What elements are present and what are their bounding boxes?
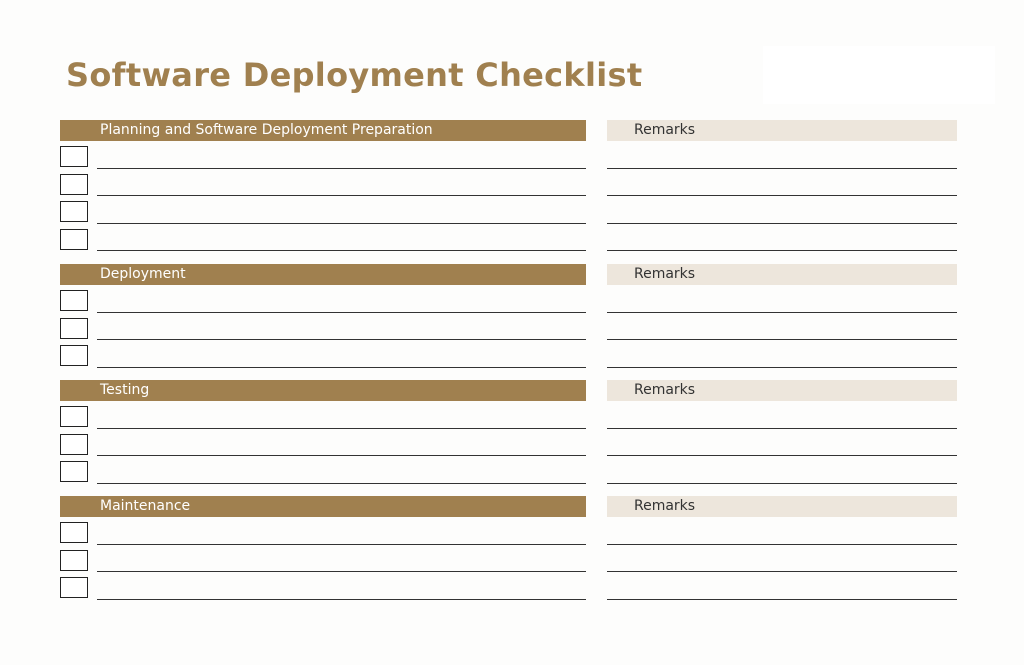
checkbox[interactable] xyxy=(60,550,88,571)
task-row xyxy=(60,169,586,197)
remarks-column xyxy=(607,380,957,484)
remark-input-line[interactable] xyxy=(607,483,957,484)
logo-placeholder xyxy=(763,46,995,104)
remarks-column xyxy=(607,496,957,600)
remark-row xyxy=(607,456,957,484)
task-column xyxy=(60,120,586,251)
checkbox[interactable] xyxy=(60,577,88,598)
task-row xyxy=(60,313,586,341)
task-row xyxy=(60,340,586,368)
remarks-column xyxy=(607,120,957,251)
task-row xyxy=(60,572,586,600)
remarks-header: Remarks xyxy=(607,120,957,141)
checkbox[interactable] xyxy=(60,290,88,311)
task-column xyxy=(60,496,586,600)
task-row xyxy=(60,196,586,224)
remarks-header: Remarks xyxy=(607,380,957,401)
task-column xyxy=(60,380,586,484)
remark-row xyxy=(607,401,957,429)
task-row xyxy=(60,456,586,484)
remark-row xyxy=(607,429,957,457)
task-row xyxy=(60,224,586,252)
task-row xyxy=(60,429,586,457)
task-input-line[interactable] xyxy=(97,599,586,600)
remark-row xyxy=(607,169,957,197)
task-input-line[interactable] xyxy=(97,250,586,251)
task-input-line[interactable] xyxy=(97,483,586,484)
checkbox[interactable] xyxy=(60,146,88,167)
remark-input-line[interactable] xyxy=(607,250,957,251)
checkbox[interactable] xyxy=(60,434,88,455)
task-row xyxy=(60,141,586,169)
task-row xyxy=(60,401,586,429)
checkbox[interactable] xyxy=(60,522,88,543)
remarks-header: Remarks xyxy=(607,496,957,517)
remark-row xyxy=(607,572,957,600)
remarks-header: Remarks xyxy=(607,264,957,285)
task-row xyxy=(60,285,586,313)
task-row xyxy=(60,517,586,545)
checkbox[interactable] xyxy=(60,318,88,339)
remarks-column xyxy=(607,264,957,368)
section-header: Planning and Software Deployment Preparation xyxy=(60,120,586,141)
remark-input-line[interactable] xyxy=(607,367,957,368)
remark-row xyxy=(607,141,957,169)
remark-row xyxy=(607,196,957,224)
checkbox[interactable] xyxy=(60,201,88,222)
remark-row xyxy=(607,313,957,341)
remark-row xyxy=(607,517,957,545)
checkbox[interactable] xyxy=(60,229,88,250)
checkbox[interactable] xyxy=(60,174,88,195)
section-header: Testing xyxy=(60,380,586,401)
remark-row xyxy=(607,285,957,313)
section-header: Maintenance xyxy=(60,496,586,517)
remark-row xyxy=(607,545,957,573)
checkbox[interactable] xyxy=(60,461,88,482)
task-input-line[interactable] xyxy=(97,367,586,368)
checkbox[interactable] xyxy=(60,406,88,427)
remark-row xyxy=(607,340,957,368)
task-row xyxy=(60,545,586,573)
page-title: Software Deployment Checklist xyxy=(66,56,643,94)
remark-row xyxy=(607,224,957,252)
remark-input-line[interactable] xyxy=(607,599,957,600)
task-column xyxy=(60,264,586,368)
section-header: Deployment xyxy=(60,264,586,285)
checkbox[interactable] xyxy=(60,345,88,366)
